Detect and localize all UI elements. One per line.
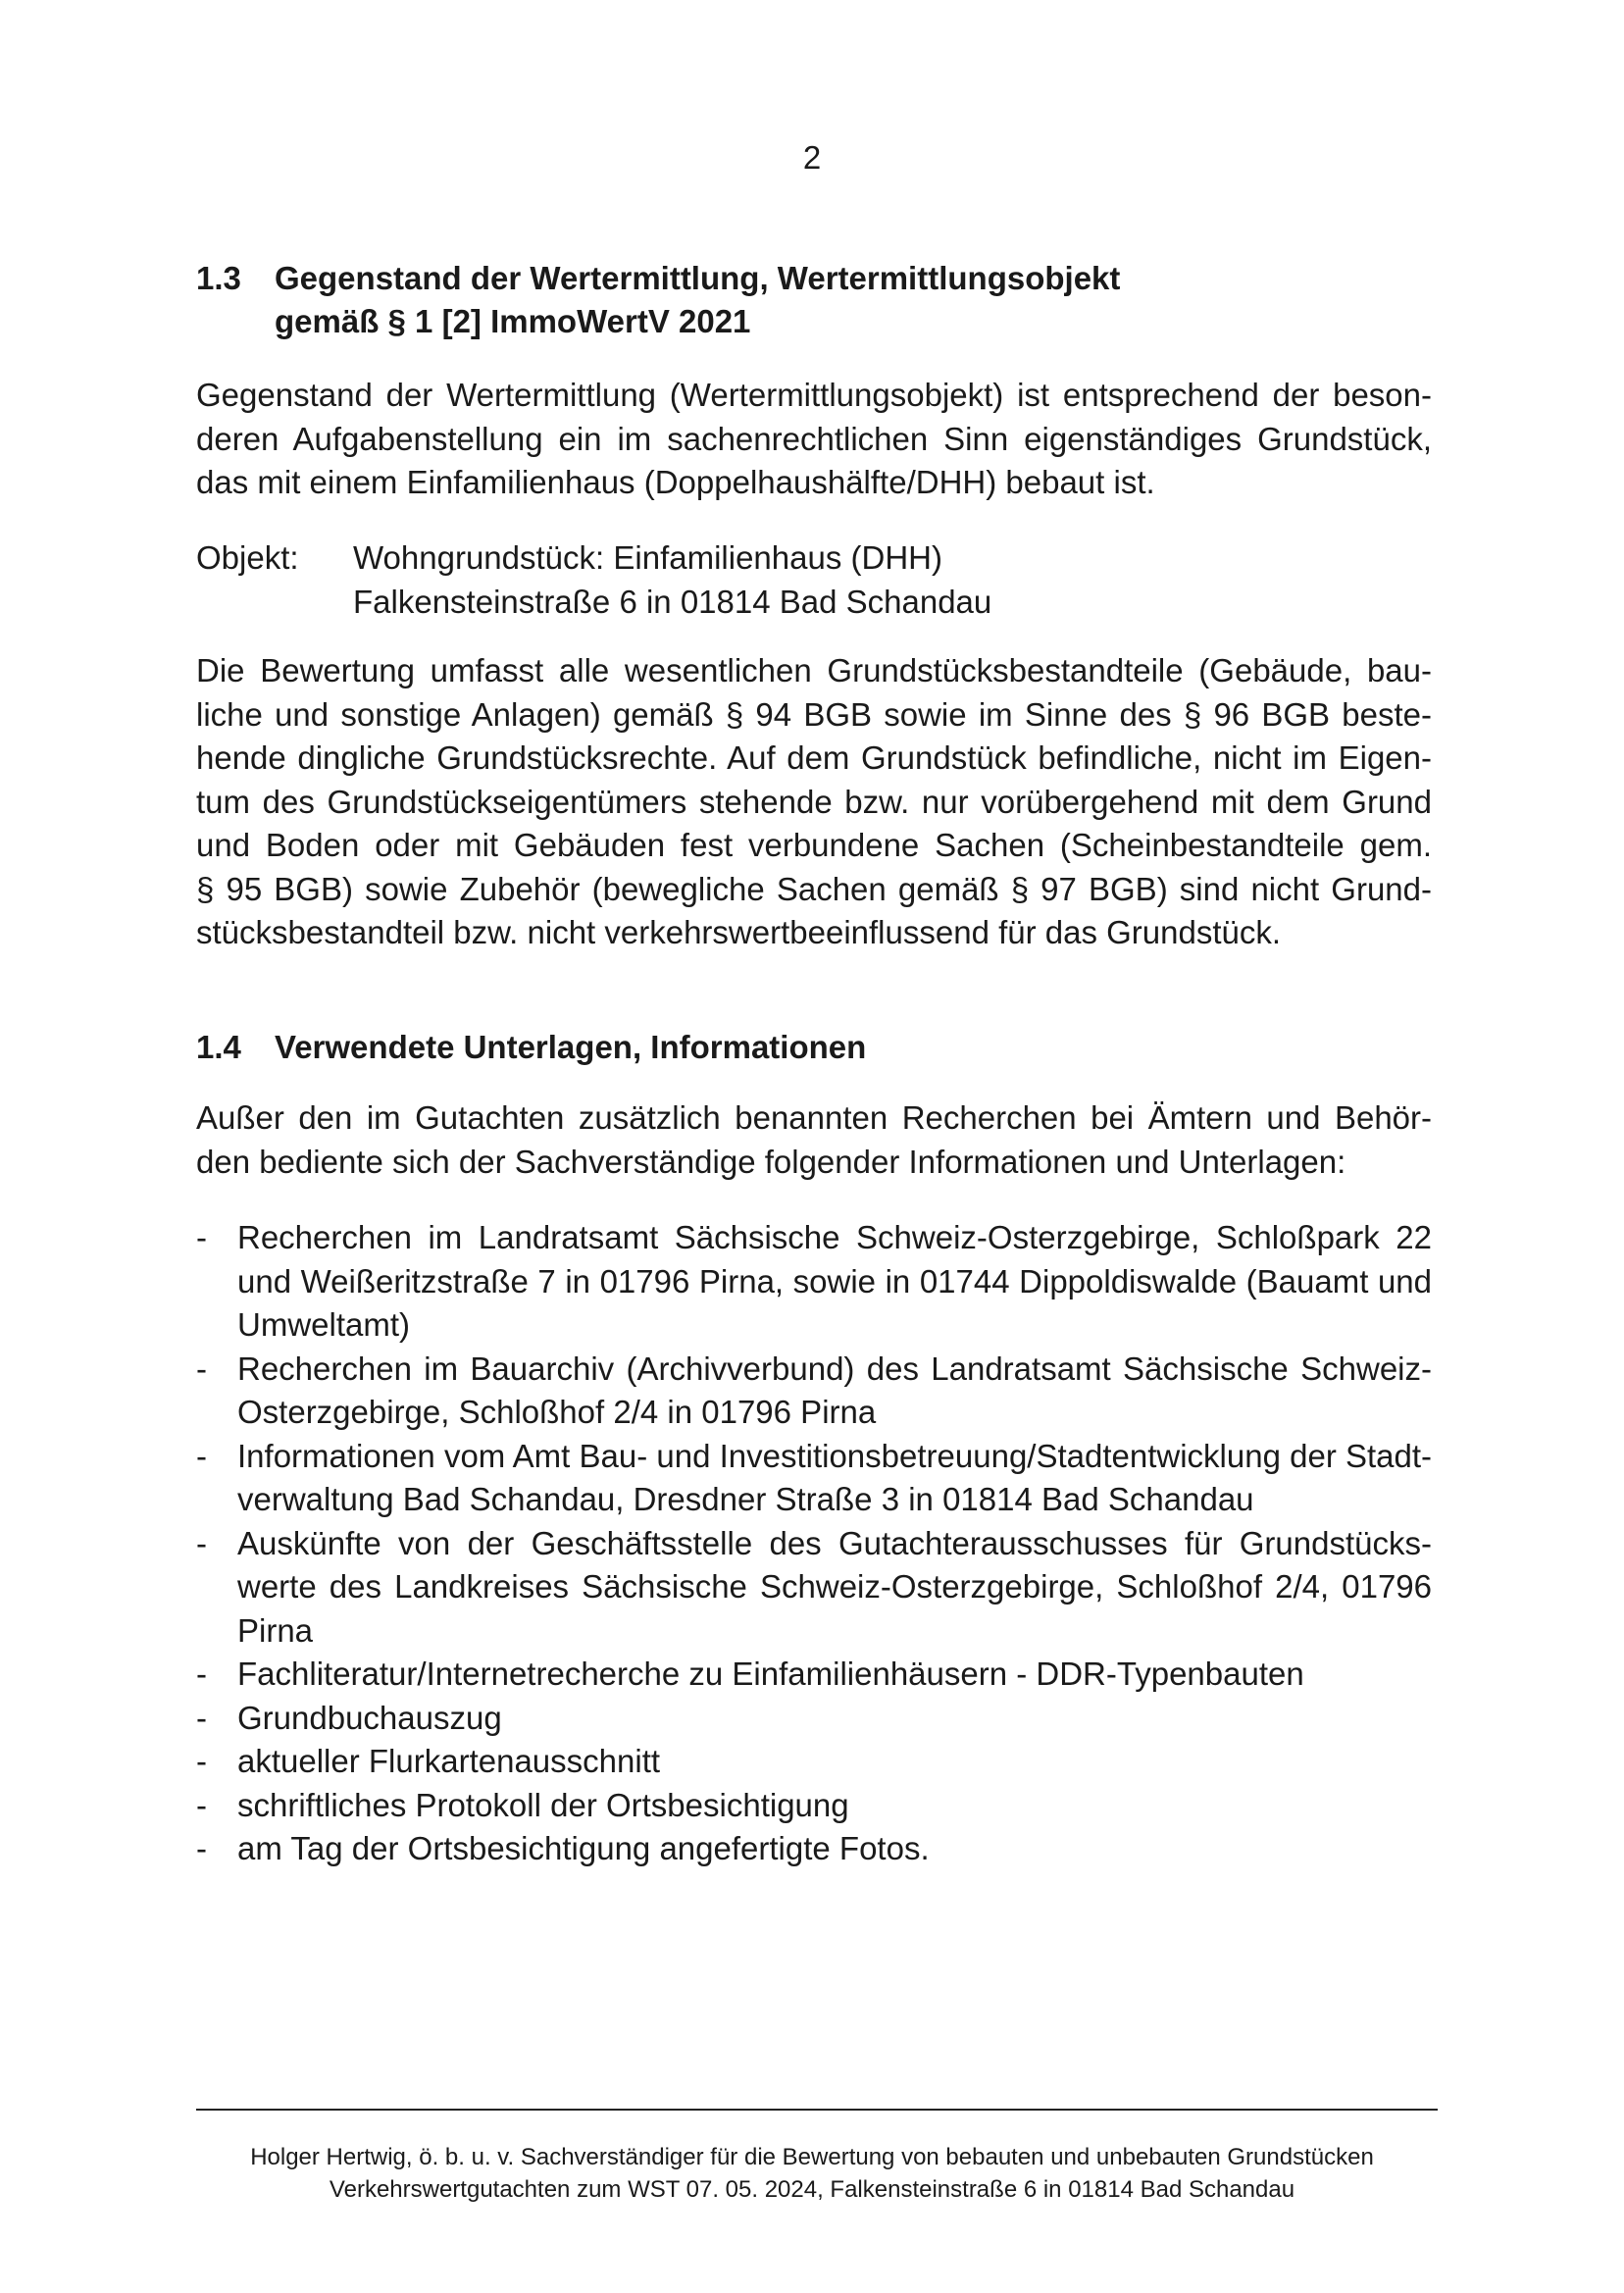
section-1-4-heading bbox=[196, 1026, 1432, 1069]
list-item-line: Grundbuchauszug bbox=[237, 1699, 502, 1736]
list-item-line: Recherchen im Bauarchiv (Archivverbund) des Landratsamt Sächsische Schweiz- bbox=[237, 1350, 1432, 1387]
list-item-line: aktueller Flurkartenausschnitt bbox=[237, 1743, 661, 1779]
list-item-text bbox=[237, 1435, 1432, 1522]
list-item bbox=[196, 1784, 1432, 1828]
paragraph-line: das mit einem Einfamilienhaus (Doppelhaushälfte/DHH) bebaut ist. bbox=[196, 464, 1155, 500]
footer-divider bbox=[196, 2109, 1438, 2111]
paragraph-line: § 95 BGB) sowie Zubehör (bewegliche Sachen gemäß § 97 BGB) sind nicht Grund- bbox=[196, 870, 1432, 907]
list-item-line: schriftliches Protokoll der Ortsbesichtigung bbox=[237, 1786, 849, 1823]
list-item bbox=[196, 1827, 1432, 1871]
bullet-dash: - bbox=[196, 1699, 207, 1736]
list-item bbox=[196, 1348, 1432, 1435]
object-label: Objekt: bbox=[196, 539, 299, 576]
section-number: 1.4 bbox=[196, 1029, 241, 1065]
list-item-text bbox=[237, 1697, 1432, 1741]
page-footer bbox=[0, 2141, 1624, 2206]
list-item-text bbox=[237, 1216, 1432, 1348]
list-item-text bbox=[237, 1740, 1432, 1784]
list-item-text bbox=[237, 1522, 1432, 1654]
section-title bbox=[275, 257, 1120, 343]
object-value-line: Wohngrundstück: Einfamilienhaus (DHH) bbox=[353, 539, 942, 576]
list-item-line: am Tag der Ortsbesichtigung angefertigte Fotos. bbox=[237, 1830, 930, 1866]
paragraph-sources-intro bbox=[196, 1096, 1432, 1184]
page-number: 2 bbox=[802, 139, 822, 176]
bullet-dash: - bbox=[196, 1437, 207, 1474]
section-title-line: gemäß § 1 [2] ImmoWertV 2021 bbox=[275, 303, 751, 339]
paragraph-line: liche und sonstige Anlagen) gemäß § 94 BGB sowie im Sinne des § 96 BGB beste- bbox=[196, 695, 1432, 733]
paragraph-line: Die Bewertung umfasst alle wesentlichen Grundstücksbestandteile (Gebäude, bau- bbox=[196, 652, 1432, 688]
paragraph-line: hende dingliche Grundstücksrechte. Auf dem Grundstück befindliche, nicht im Eigen- bbox=[196, 739, 1432, 776]
paragraph-subject bbox=[196, 374, 1432, 505]
bullet-dash: - bbox=[196, 1656, 207, 1692]
list-item-line: verwaltung Bad Schandau, Dresdner Straße 3 in 01814 Bad Schandau bbox=[237, 1481, 1254, 1517]
footer-line: Holger Hertwig, ö. b. u. v. Sachverständiger für die Bewertung von bebauten und unbebauten Grundstücken bbox=[250, 2144, 1374, 2170]
list-item-line: Recherchen im Landratsamt Sächsische Schweiz-Osterzgebirge, Schloßpark 22 bbox=[237, 1219, 1432, 1255]
sources-list bbox=[196, 1216, 1432, 1871]
paragraph-line: den bediente sich der Sachverständige folgender Informationen und Unterlagen: bbox=[196, 1143, 1346, 1180]
footer-line: Verkehrswertgutachten zum WST 07. 05. 2024, Falkensteinstraße 6 in 01814 Bad Schandau bbox=[329, 2176, 1295, 2203]
section-1-3-heading bbox=[196, 257, 1432, 343]
section-title-line: Gegenstand der Wertermittlung, Wertermittlungsobjekt bbox=[275, 260, 1121, 296]
object-value bbox=[353, 536, 991, 624]
list-item-text bbox=[237, 1653, 1432, 1697]
paragraph-line: deren Aufgabenstellung ein im sachenrechtlichen Sinn eigenständiges Grundstück, bbox=[196, 420, 1432, 457]
bullet-dash: - bbox=[196, 1786, 207, 1823]
list-item bbox=[196, 1653, 1432, 1697]
list-item bbox=[196, 1697, 1432, 1741]
list-item-line: Umweltamt) bbox=[237, 1306, 411, 1343]
section-number: 1.3 bbox=[196, 260, 241, 296]
bullet-dash: - bbox=[196, 1350, 207, 1387]
section-title-line: Verwendete Unterlagen, Informationen bbox=[275, 1029, 867, 1065]
list-item-line: Pirna bbox=[237, 1611, 314, 1649]
list-item-line: Fachliteratur/Internetrecherche zu Einfamilienhäusern - DDR-Typenbauten bbox=[237, 1656, 1304, 1692]
bullet-dash: - bbox=[196, 1830, 207, 1866]
paragraph-line: Gegenstand der Wertermittlung (Wertermittlungsobjekt) ist entsprechend der beson- bbox=[196, 377, 1432, 413]
section-title bbox=[275, 1026, 866, 1069]
list-item bbox=[196, 1435, 1432, 1522]
bullet-dash: - bbox=[196, 1524, 207, 1561]
object-value-line: Falkensteinstraße 6 in 01814 Bad Schandau bbox=[353, 583, 992, 620]
object-info bbox=[196, 536, 1432, 624]
paragraph-line: und Boden oder mit Gebäuden fest verbundene Sachen (Scheinbestandteile gem. bbox=[196, 827, 1432, 863]
list-item bbox=[196, 1522, 1432, 1654]
paragraph-line: Außer den im Gutachten zusätzlich benannten Recherchen bei Ämtern und Behör- bbox=[196, 1099, 1432, 1136]
paragraph-line: tum des Grundstückseigentümers stehende bzw. nur vorübergehend mit dem Grund bbox=[196, 783, 1432, 820]
bullet-dash: - bbox=[196, 1219, 207, 1255]
list-item-line: werte des Landkreises Sächsische Schweiz-Osterzgebirge, Schloßhof 2/4, 01796 bbox=[237, 1568, 1432, 1605]
list-item bbox=[196, 1216, 1432, 1348]
paragraph-valuation-scope bbox=[196, 649, 1432, 955]
list-item-line: Auskünfte von der Geschäftsstelle des Gutachterausschusses für Grundstücks- bbox=[237, 1524, 1432, 1561]
list-item-line: und Weißeritzstraße 7 in 01796 Pirna, sowie in 01744 Dippoldiswalde (Bauamt und bbox=[237, 1262, 1432, 1299]
list-item-text bbox=[237, 1348, 1432, 1435]
list-item bbox=[196, 1740, 1432, 1784]
list-item-line: Informationen vom Amt Bau- und Investitionsbetreuung/Stadtentwicklung der Stadt- bbox=[237, 1437, 1433, 1474]
paragraph-line: stücksbestandteil bzw. nicht verkehrswertbeeinflussend für das Grundstück. bbox=[196, 914, 1282, 950]
list-item-text bbox=[237, 1784, 1432, 1828]
bullet-dash: - bbox=[196, 1743, 207, 1779]
list-item-line: Osterzgebirge, Schloßhof 2/4 in 01796 Pirna bbox=[237, 1394, 877, 1430]
list-item-text bbox=[237, 1827, 1432, 1871]
